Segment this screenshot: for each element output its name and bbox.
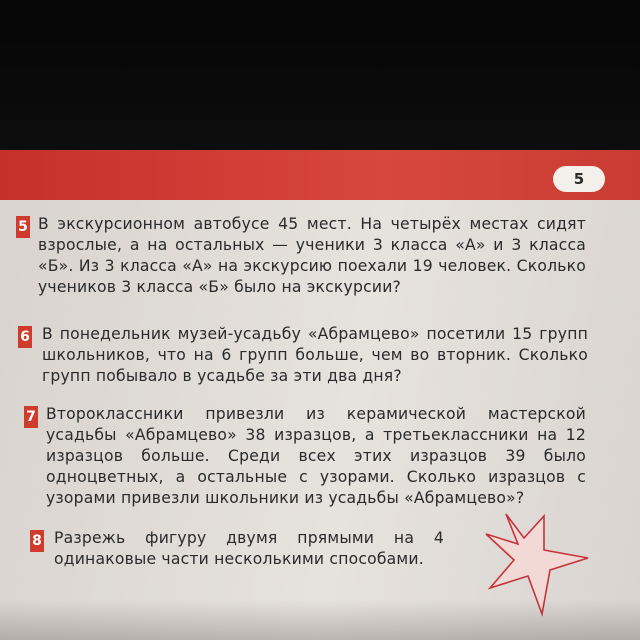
task-text: Второклассники привезли из керамической мастерской усадьбы «Абрамцево» 38 изразцов, а третьеклассники на 12 изразцов больше. Среди всех этих изразцов 39 было одноцветных, а остальные с узорами. Сколько изразцов с узорами привезли школьники из усадьбы «Абрамцево»? [46,405,586,507]
page-shadow [0,600,640,640]
task-text: Разрежь фигуру двумя прямыми на 4 одинаковые части несколькими способами. [54,529,444,568]
task-number: 8 [30,530,44,552]
task-text: В понедельник музей-усадьбу «Абрамцево» посетили 15 групп школьников, что на 6 групп больше, чем во вторник. Сколько групп побывало в усадьбе за эти два дня? [42,325,588,385]
task-number: 5 [16,216,30,238]
background-top [0,0,640,150]
task-number: 7 [24,406,38,428]
header-band [0,150,640,200]
page-number: 5 [553,166,605,192]
star-shape [486,514,588,614]
task-text: В экскурсионном автобусе 45 мест. На четырёх местах сидят взрослые, а на остальных — ученики 3 класса «А» и 3 класса «Б». Из 3 класса «А» на экскурсию поехали 19 человек. Сколько учеников 3 класса «Б» было на экскурсии? [38,215,586,296]
task-number: 6 [18,326,32,348]
textbook-page [0,150,640,640]
